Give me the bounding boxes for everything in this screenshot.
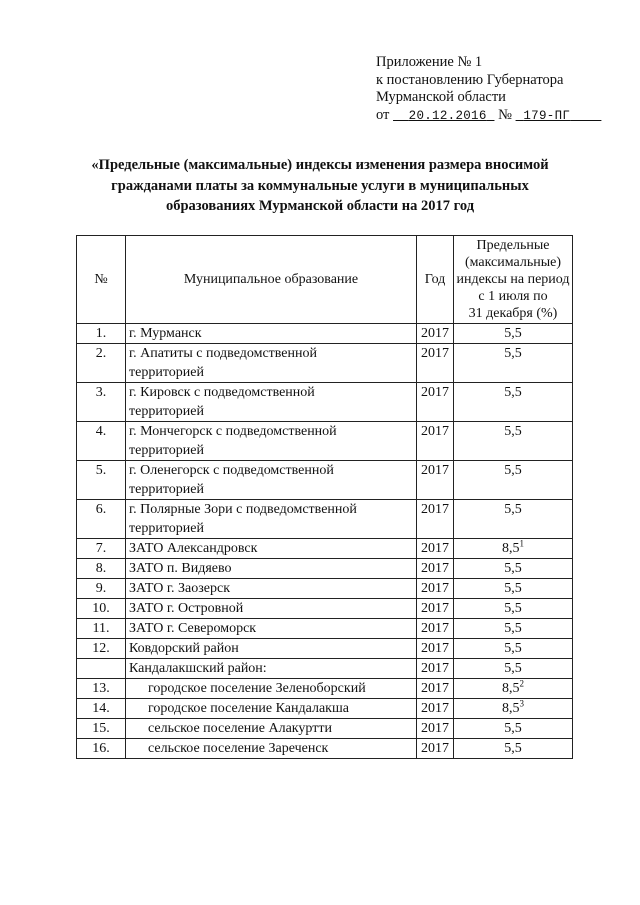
row-number: 8. (77, 559, 126, 579)
row-number: 11. (77, 619, 126, 639)
decree-number: 179-ПГ (523, 108, 571, 123)
header-year: Год (417, 236, 454, 324)
table-row (77, 639, 573, 659)
table-row (77, 383, 573, 422)
year-cell: 2017 (417, 324, 454, 344)
row-number: 6. (77, 500, 126, 539)
table-body (77, 324, 573, 759)
table-row (77, 619, 573, 639)
index-value: 5,5 (454, 739, 573, 759)
municipality-name: Ковдорский район (126, 639, 417, 659)
title-line-2: гражданами платы за коммунальные услуги в муниципальных (111, 177, 529, 194)
row-number: 15. (77, 719, 126, 739)
index-value: 5,5 (454, 599, 573, 619)
table-row (77, 719, 573, 739)
date-prefix: от (376, 106, 390, 123)
row-number: 16. (77, 739, 126, 759)
table-row (77, 324, 573, 344)
municipality-name: г. Оленегорск с подведомственной территорией (126, 461, 417, 500)
row-number: 1. (77, 324, 126, 344)
year-cell: 2017 (417, 679, 454, 699)
municipality-name: г. Мончегорск с подведомственной территорией (126, 422, 417, 461)
index-value: 5,5 (454, 324, 573, 344)
year-cell: 2017 (417, 699, 454, 719)
row-number (77, 659, 126, 679)
index-value: 5,5 (454, 344, 573, 383)
table-row (77, 461, 573, 500)
appendix-reference: к постановлению Губернатора (376, 71, 564, 88)
table-row (77, 699, 573, 719)
index-value: 5,5 (454, 422, 573, 461)
index-value: 5,5 (454, 559, 573, 579)
table-row (77, 679, 573, 699)
year-cell: 2017 (417, 559, 454, 579)
row-number: 5. (77, 461, 126, 500)
year-cell: 2017 (417, 422, 454, 461)
year-cell: 2017 (417, 461, 454, 500)
table-row (77, 579, 573, 599)
municipality-name: г. Апатиты с подведомственной территорией (126, 344, 417, 383)
appendix-title: Приложение № 1 (376, 54, 483, 70)
year-cell: 2017 (417, 500, 454, 539)
document-title (60, 155, 580, 217)
table-row (77, 539, 573, 559)
year-cell: 2017 (417, 739, 454, 759)
index-value: $8,5^2$ (454, 679, 573, 699)
appendix-block (376, 54, 601, 125)
row-number: 7. (77, 539, 126, 559)
year-cell: 2017 (417, 579, 454, 599)
footnote-marker: 1 (519, 538, 524, 549)
index-value: 5,5 (454, 659, 573, 679)
index-value: 5,5 (454, 619, 573, 639)
indices-table (76, 235, 573, 759)
number-prefix: № (498, 106, 512, 123)
municipality-name: г. Полярные Зори с подведомственной территорией (126, 500, 417, 539)
row-number: 4. (77, 422, 126, 461)
table-row (77, 599, 573, 619)
year-cell: 2017 (417, 619, 454, 639)
year-cell: 2017 (417, 639, 454, 659)
row-number: 3. (77, 383, 126, 422)
municipality-name: ЗАТО п. Видяево (126, 559, 417, 579)
table-row (77, 659, 573, 679)
year-cell: 2017 (417, 599, 454, 619)
municipality-name: сельское поселение Алакуртти (126, 719, 417, 739)
table-row (77, 559, 573, 579)
row-number: 13. (77, 679, 126, 699)
index-value: $8,5^1$ (454, 539, 573, 559)
footnote-marker: 2 (519, 678, 524, 689)
table-row (77, 422, 573, 461)
row-number: 12. (77, 639, 126, 659)
municipality-name: городское поселение Кандалакша (126, 699, 417, 719)
decree-date: 20.12.2016 (408, 108, 487, 123)
table-row (77, 500, 573, 539)
municipality-name: ЗАТО Александровск (126, 539, 417, 559)
table-row (77, 344, 573, 383)
row-number: 9. (77, 579, 126, 599)
appendix-date-line (376, 107, 601, 126)
title-line-3: образованиях Мурманской области на 2017 год (165, 198, 475, 214)
table-row (77, 739, 573, 759)
index-value: $8,5^3$ (454, 699, 573, 719)
municipality-name: г. Мурманск (126, 324, 417, 344)
index-value: 5,5 (454, 461, 573, 500)
year-cell: 2017 (417, 659, 454, 679)
municipality-name: сельское поселение Зареченск (126, 739, 417, 759)
header-index: Предельные (максимальные) индексы на период с 1 июля по 31 декабря (%) (454, 236, 573, 324)
header-name: Муниципальное образование (126, 236, 417, 324)
year-cell: 2017 (417, 344, 454, 383)
index-value: 5,5 (454, 500, 573, 539)
index-value: 5,5 (454, 639, 573, 659)
appendix-region: Мурманской области (376, 89, 506, 105)
row-number: 2. (77, 344, 126, 383)
year-cell: 2017 (417, 719, 454, 739)
municipality-name: ЗАТО г. Североморск (126, 619, 417, 639)
municipality-name: Кандалакшский район: (126, 659, 417, 679)
year-cell: 2017 (417, 539, 454, 559)
header-num: № (77, 236, 126, 324)
index-value: 5,5 (454, 383, 573, 422)
municipality-name: ЗАТО г. Островной (126, 599, 417, 619)
row-number: 10. (77, 599, 126, 619)
index-value: 5,5 (454, 719, 573, 739)
table-header-row (77, 236, 573, 324)
title-line-1: «Предельные (максимальные) индексы изменения размера вносимой (91, 157, 549, 173)
municipality-name: г. Кировск с подведомственной территорией (126, 383, 417, 422)
municipality-name: городское поселение Зеленоборский (126, 679, 417, 699)
footnote-marker: 3 (519, 698, 524, 709)
index-value: 5,5 (454, 579, 573, 599)
year-cell: 2017 (417, 383, 454, 422)
row-number: 14. (77, 699, 126, 719)
municipality-name: ЗАТО г. Заозерск (126, 579, 417, 599)
